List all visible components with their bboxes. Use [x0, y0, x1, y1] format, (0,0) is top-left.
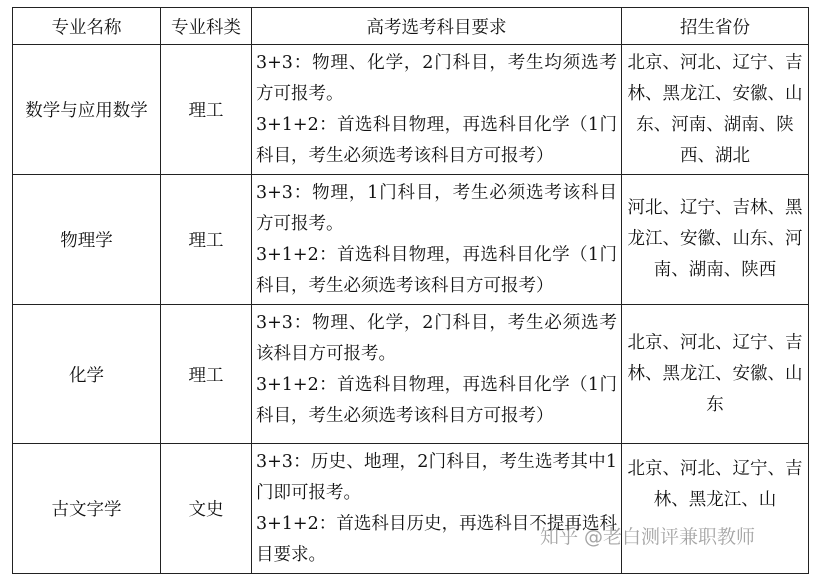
requirement-3plus3: 3+3：物理、化学，2门科目，考生必须选考该科目方可报考。 [256, 313, 617, 364]
provinces-cell: 北京、河北、辽宁、吉林、黑龙江、安徽、山东 [622, 305, 809, 444]
category-cell: 文史 [161, 444, 252, 574]
requirements-cell [252, 444, 622, 574]
requirement-3plus1plus2: 3+1+2：首选科目历史，再选科目不提再选科目要求。 [256, 514, 617, 565]
header-provinces: 招生省份 [622, 8, 809, 45]
header-requirements: 高考选考科目要求 [252, 8, 622, 45]
table-row [13, 305, 809, 444]
requirement-3plus1plus2: 3+1+2：首选科目物理，再选科目化学（1门科目，考生必须选考该科目方可报考） [256, 245, 617, 296]
requirements-cell [252, 175, 622, 305]
category-cell: 理工 [161, 305, 252, 444]
provinces-cell: 北京、河北、辽宁、吉林、黑龙江、安徽、山东、河南、湖南、陕西、湖北 [622, 45, 809, 175]
requirement-3plus1plus2: 3+1+2：首选科目物理，再选科目化学（1门科目，考生必须选考该科目方可报考） [256, 375, 617, 426]
table-row [13, 175, 809, 305]
header-category: 专业科类 [161, 8, 252, 45]
requirement-3plus1plus2: 3+1+2：首选科目物理，再选科目化学（1门科目，考生必须选考该科目方可报考） [256, 115, 617, 166]
major-cell: 数学与应用数学 [13, 45, 161, 175]
provinces-cell: 河北、辽宁、吉林、黑龙江、安徽、山东、河南、湖南、陕西 [622, 175, 809, 305]
category-cell: 理工 [161, 175, 252, 305]
category-cell: 理工 [161, 45, 252, 175]
header-row [13, 8, 809, 45]
subject-requirements-table [12, 7, 809, 574]
major-cell: 物理学 [13, 175, 161, 305]
requirement-3plus3: 3+3：历史、地理，2门科目，考生选考其中1门即可报考。 [256, 452, 617, 503]
table-row [13, 444, 809, 574]
provinces-cell: 北京、河北、辽宁、吉林、黑龙江、山 [622, 444, 809, 574]
table-row [13, 45, 809, 175]
major-cell: 化学 [13, 305, 161, 444]
requirements-cell [252, 45, 622, 175]
watermark-text: 知乎 @老白测评兼职教师 [540, 526, 756, 548]
requirement-3plus3: 3+3：物理、化学，2门科目，考生均须选考方可报考。 [256, 53, 617, 104]
header-major-name: 专业名称 [13, 8, 161, 45]
requirements-cell [252, 305, 622, 444]
requirement-3plus3: 3+3：物理，1门科目，考生必须选考该科目方可报考。 [256, 183, 617, 234]
major-cell: 古文字学 [13, 444, 161, 574]
